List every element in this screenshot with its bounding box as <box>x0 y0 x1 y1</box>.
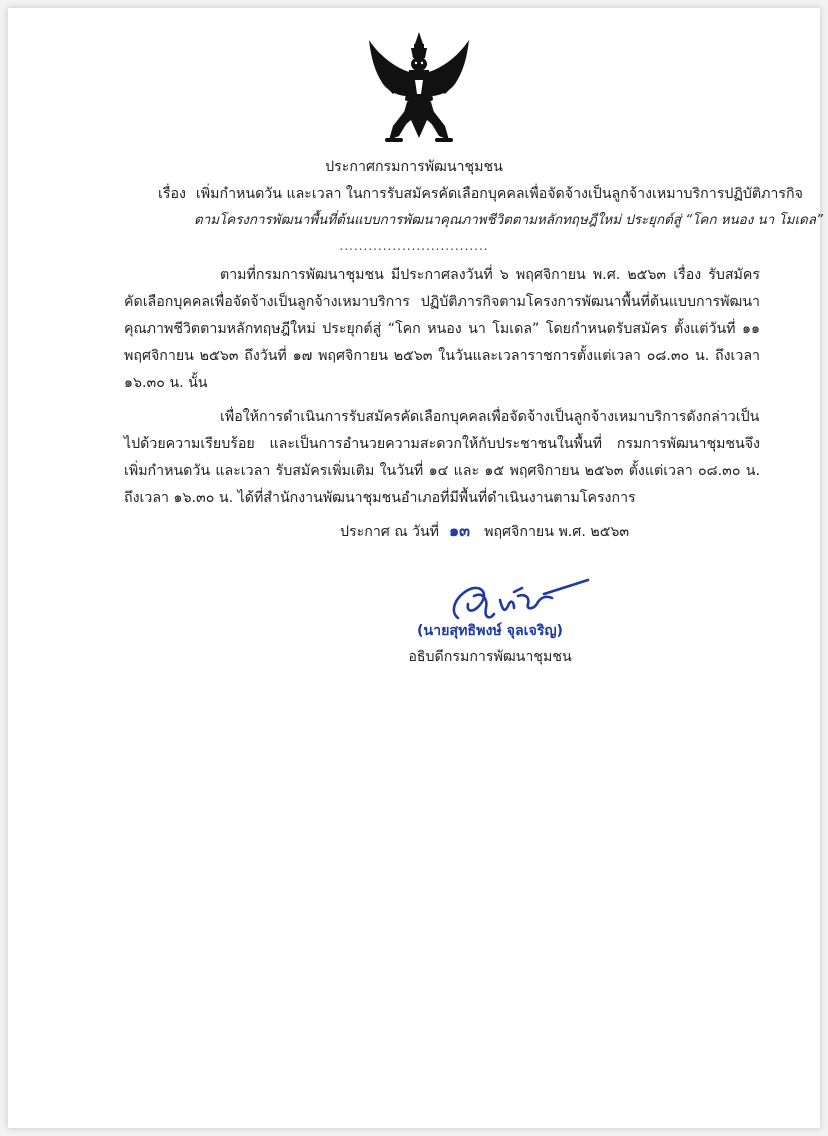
subject-line-2: ตามโครงการพัฒนาพื้นที่ต้นแบบการพัฒนาคุณภาพชีวิตตามหลักทฤษฎีใหม่ ประยุกต์สู่ “โคก หนอง นา โมเดล” <box>194 213 823 228</box>
divider-dots: ............................... <box>339 239 489 253</box>
paragraph-2 <box>124 404 760 512</box>
paragraph-2-text: เพื่อให้การดำเนินการรับสมัครคัดเลือกบุคคลเพื่อจัดจ้างเป็นลูกจ้างเหมาบริการดังกล่าวเป็นไปด้วยความเรียบร้อย และเป็นการอำนวยความสะดวกให้กับประชาชนในพื้นที่ กรมการพัฒนาชุมชนจึงเพิ่มกำหนดวัน และเวลา รับสมัครเพิ่มเติม ในวันที่ ๑๔ และ ๑๕ พฤศจิกายน ๒๕๖๓ ตั้งแต่เวลา ๐๘.๓๐ น. ถึงเวลา ๑๖.๓๐ น. ได้ที่สำนักงานพัฒนาชุมชนอำเภอที่มีพื้นที่ดำเนินงานตามโครงการ <box>124 409 760 506</box>
subject-line-1 <box>158 181 803 208</box>
subject-text-1: เพิ่มกำหนดวัน และเวลา ในการรับสมัครคัดเลือกบุคคลเพื่อจัดจ้างเป็นลูกจ้างเหมาบริการปฏิบัติภารกิจ <box>195 186 803 202</box>
subject-label: เรื่อง <box>158 186 186 202</box>
announcement-date <box>340 517 629 546</box>
signer-name: (นายสุทธิพงษ์ จุลเจริญ) <box>416 623 564 639</box>
paragraph-1-text: ตามที่กรมการพัฒนาชุมชน มีประกาศลงวันที่ ๖ พฤศจิกายน พ.ศ. ๒๕๖๓ เรื่อง รับสมัครคัดเลือกบุคคลเพื่อจัดจ้างเป็นลูกจ้างเหมาบริการ ปฏิบัติภารกิจตามโครงการพัฒนาพื้นที่ต้นแบบการพัฒนาคุณภาพชีวิตตามหลักทฤษฎีใหม่ ประยุกต์สู่ “โคก หนอง นา โมเดล” โดยกำหนดรับสมัคร ตั้งแต่วันที่ ๑๑ พฤศจิกายน ๒๕๖๓ ถึงวันที่ ๑๗ พฤศจิกายน ๒๕๖๓ ในวันและเวลาราชการตั้งแต่เวลา ๐๘.๓๐ น. ถึงเวลา ๑๖.๓๐ น. นั้น <box>124 267 760 391</box>
signer-position: อธิบดีกรมการพัฒนาชุมชน <box>408 649 572 665</box>
agency-title: ประกาศกรมการพัฒนาชุมชน <box>325 159 503 175</box>
document-page <box>8 8 823 1128</box>
announce-prefix: ประกาศ ณ วันที่ <box>340 524 440 540</box>
announce-day: ๑๓ <box>449 521 471 540</box>
garuda-emblem-icon <box>363 30 475 146</box>
announce-suffix: พฤศจิกายน พ.ศ. ๒๕๖๓ <box>484 524 630 540</box>
paragraph-1 <box>124 262 760 397</box>
